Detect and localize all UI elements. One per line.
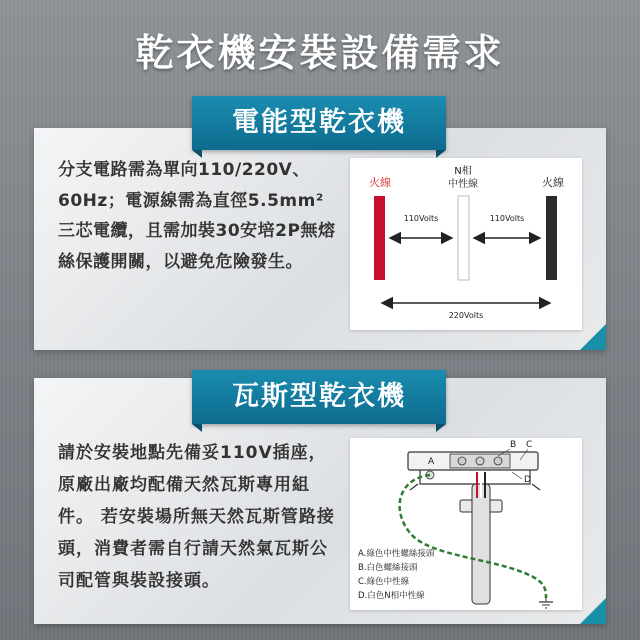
screw-icon [494,457,502,465]
voltage-total-label: 220Volts [448,311,484,320]
terminal-diagram [350,438,582,610]
legend-item-d: D.白色N相中性線 [358,591,425,601]
voltage-right-label: 110Volts [489,214,525,223]
legend-item-c: C.綠色中性線 [358,577,410,587]
power-cable [472,484,490,604]
legend-item-a: A.綠色中性螺絲接頭 [358,549,435,559]
wiring-diagram [350,158,582,330]
voltage-left-label: 110Volts [403,214,439,223]
gas-description: 請於安裝地點先備妥110V插座，原廠出廠均配備天然瓦斯專用組件。 若安裝場所無天然瓦斯管路接頭，消費者需自行請天然氣瓦斯公司配管與裝設接頭。 [58,443,335,591]
neutral-label-1: N相 [454,166,472,177]
terminal-bracket [420,470,530,484]
page-title: 乾衣機安裝設備需求 [135,31,505,75]
label-d: D [524,475,531,485]
live-wire-right [546,196,557,280]
wiring-diagram-svg [350,158,582,330]
electric-description: 分支電路需為單向110/220V、60Hz；電源線需為直徑5.5mm²三芯電纜，且需加裝30安培2P無熔絲保護開關，以避免危險發生。 [58,160,336,272]
electric-banner: 電能型乾衣機 [192,96,446,150]
label-c: C [526,440,533,450]
neutral-label-2: 中性線 [448,179,478,190]
live-left-label: 火線 [369,176,391,189]
gas-banner: 瓦斯型乾衣機 [192,370,446,424]
neutral-wire [458,196,469,280]
live-wire-left [374,196,385,280]
label-b: B [510,440,517,450]
legend-item-b: B.白色螺絲接頭 [358,563,418,573]
live-right-label: 火線 [542,176,564,189]
screw-icon [458,457,466,465]
screw-icon [476,457,484,465]
label-a: A [428,457,435,467]
terminal-diagram-svg [350,438,582,610]
